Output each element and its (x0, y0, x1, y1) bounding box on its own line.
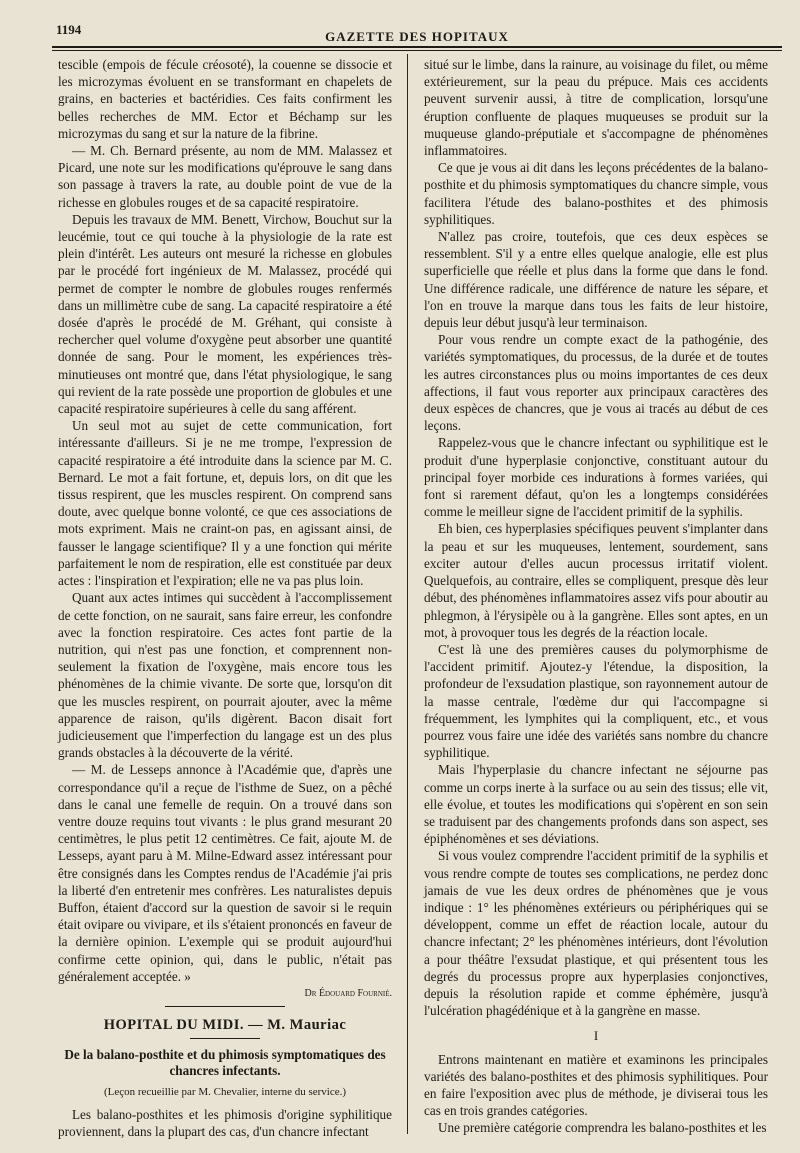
paragraph: Quant aux actes intimes qui succèdent à l'accomplissement de cette fonction, on ne saurait, sans faire erreur, les confondre avec la fonction respiratoire. Ces actes font partie de la nutrition, qui n'est pas une fonction, et comprennent non-seulement la fixation de l'oxygène, mais encore tous les phénomènes de la chimie vivante. De sorte que, lorsqu'on dit que les muscles respirent, on pourrait ajouter, avec la même apparence de raison, qu'ils digèrent. Bacon disait fort judicieusement que l'imperfection du langage est un des plus grands obstacles à la découverte de la vérité. (58, 590, 392, 761)
paragraph: Mais l'hyperplasie du chancre infectant ne séjourne pas comme un corps inerte à la surface ou au sein des tissus; elle vit, elle évolue, et toutes les modifications qui s'opèrent en son sein se traduisent par des changements profonds dans son aspect, ses épiphénomènes et ses déviations. (424, 762, 768, 847)
paragraph: Depuis les travaux de MM. Benett, Virchow, Bouchut sur la leucémie, tout ce qui touche à la physiologie de la rate est plein d'intérêt. Les auteurs ont mesuré la richesse en globules par le procédé fort ingénieux de M. Malassez, procédé qui permet de compter le nombre de globules rouges renfermés dans un millimètre cube de sang. La capacité respiratoire a été dosée d'après le procédé de M. Gréhant, qui consiste à rechercher quel volume d'oxygène peut absorber une quantité donnée de sang. Pour le moment, les expériences très-minutieuses ont montré que, dans l'état physiologique, le sang qui revient de la rate possède une proportion de globules et une capacité respiratoire supérieures à celle du sang afférent. (58, 211, 392, 417)
section-separator (165, 1006, 285, 1007)
section-number: I (593, 1028, 599, 1044)
paragraph: Pour vous rendre un compte exact de la pathogénie, des variétés symptomatiques, du processus, de la durée et de toutes les autres circonstances plus ou moins importantes de ces deux affections, il faut vous reporter aux principaux caractères des deux espèces de chancres, que je vous ai tracés au début de ces leçons. (424, 332, 768, 434)
left-column (58, 56, 392, 1140)
page-number: 1194 (56, 22, 82, 37)
header-rule-thin (52, 50, 782, 51)
header-rule (52, 46, 782, 48)
section-title: HOPITAL DU MIDI. — M. Mauriac (103, 1017, 347, 1034)
paragraph: Ce que je vous ai dit dans les leçons précédentes de la balano-posthite et du phimosis symptomatiques du chancre simple, vous facilitera l'étude des balano-posthites et des phimosis syphilitiques. (424, 160, 768, 227)
paragraph: Une première catégorie comprendra les balano-posthites et les (438, 1120, 767, 1136)
paragraph: C'est là une des premières causes du polymorphisme de l'accident primitif. Ajoutez-y l'étendue, la disposition, la profondeur de l'exsudation plastique, son rayonnement autour de la masse centrale, l'œdème dur qui l'accompagne si fréquemment, les lymphites qui la compliquent, etc., et vous pourrez vous faire une idée des variétés sans nombre du chancre syphilitique. (424, 641, 768, 761)
author-signature: Dr Édouard Fournié. (304, 987, 392, 999)
paragraph: — M. Ch. Bernard présente, au nom de MM. Malassez et Picard, une note sur les modifications qu'éprouve le sang dans son passage à travers la rate, au double point de vue de la richesse en globules rouges et de sa capacité respiratoire. (58, 143, 392, 210)
lecture-subtitle: (Leçon recueillie par M. Chevalier, interne du service.) (103, 1086, 347, 1099)
paragraph: — M. de Lesseps annonce à l'Académie que, d'après une correspondance qu'il a reçue de l'isthme de Suez, on a pêché dans le canal une femelle de requin. On a trouvé dans son ventre douze requins tout vivants : le plus grand mesurant 20 centimètres, le plus petit 12 centimètres. Ce fait, ajoute M. de Lesseps, ayant paru à M. Milne-Edward assez intéressant pour être consignés dans les Comptes rendus de l'Académie j'ai pris la liberté d'en entretenir mes confrères. Les naturalistes depuis Buffon, étaient d'accord sur la question de savoir si le requin était ovipare ou vivipare, et ils s'étaient prononcés en faveur de la dernière opinion. L'exemple qui se produit aujourd'hui confirme cette opinion, qui, dans le public, n'était pas généralement acceptée. » (58, 762, 392, 984)
lecture-title: De la balano-posthite et du phimosis symptomatiques des chancres infectants. (64, 1047, 386, 1079)
paragraph: tescible (empois de fécule créosoté), la couenne se dissocie et les microzymas évoluent en se transformant en chapelets de grains, en bacteries et bactéridies. Ces faits confirment les belles recherches de MM. Ector et Béchamp sur les microzymas du sang et sur la nature de la fibrine. (58, 57, 392, 141)
paragraph: Un seul mot au sujet de cette communication, fort intéressante d'ailleurs. Si je ne me trompe, l'expression de capacité respiratoire a été introduite dans la science par M. C. Bernard. Le mot a fait fortune, et, depuis lors, on dit que les tissus respirent, que les muscles respirent. On comprend sans doute, avec quelque bonne volonté, ce que ces associations de mots expriment. Mais ne craint-on pas, en agissant ainsi, de fausser le langage scientifique? Il y a une fonction qui mérite parfaitement le nom de respiration, elle est constituée par deux actes : l'inspiration et l'expiration; elle ne va pas plus loin. (58, 418, 392, 589)
title-separator (190, 1038, 260, 1039)
journal-title: GAZETTE DES HOPITAUX (325, 29, 509, 44)
paragraph: Entrons maintenant en matière et examinons les principales variétés des balano-posthites et des phimosis syphilitiques. Pour en faire l'exposition avec plus de méthode, je diviserai tous les cas en trois grandes catégories. (424, 1051, 768, 1119)
paragraph: Les balano-posthites et les phimosis d'origine syphilitique proviennent, dans la plupart des cas, d'un chancre infectant (58, 1106, 392, 1139)
paragraph: Rappelez-vous que le chancre infectant ou syphilitique est le produit d'une hyperplasie conjonctive, constituant autour du principal foyer morbide ces indurations à formes variées, qui font si rarement défaut, qu'on les a longtemps considérées comme le meilleur signe de l'accident primitif de la syphilis. (424, 435, 768, 520)
paragraph: Si vous voulez comprendre l'accident primitif de la syphilis et vous rendre compte de toutes ses complications, ne perdez donc jamais de vue les deux ordres de phénomènes que je vous indique : 1° les phénomènes extérieurs ou périphériques qui se développent, comme un effet de réaction locale, autour du chancre infectant; 2° les phénomènes intérieurs, dont l'évolution a pour théâtre l'exsudat plastique, et qui présentent tous les degrés du processus propre aux hyperplasies conjonctives, depuis la résolution rapide et comme éphémère, jusqu'à l'ulcération phagédénique et à la gangrène en masse. (424, 848, 768, 1019)
paragraph: N'allez pas croire, toutefois, que ces deux espèces se ressemblent. S'il y a entre elles quelque analogie, elle est plus superficielle que réelle et plus dans la forme que dans le fond. Une différence radicale, une différence de nature les sépare, et l'on en trouve la marque dans tous les faits de leur histoire, depuis leur début jusqu'à leur terminaison. (424, 229, 768, 331)
column-divider (407, 54, 408, 1134)
paragraph: Eh bien, ces hyperplasies spécifiques peuvent s'implanter dans la peau et sur les muqueuses, lentement, sourdement, sans exciter autour d'elles aucun processus irritatif violent. Quelquefois, au contraire, elles se compliquent, presque dès leur début, des phénomènes inflammatoires assez vifs pour aboutir au phlegmon, à l'érysipèle ou à la gangrène. Elles sont aptes, en un mot, à provoquer tous les degrés de la réaction locale. (424, 521, 768, 640)
paragraph: situé sur le limbe, dans la rainure, au voisinage du filet, ou même extérieurement, sur la peau du prépuce. Mais ces accidents peuvent survenir aussi, à titre de complication, lorsqu'une éruption confluente de plaques muqueuses se produit sur la muqueuse glando-préputiale et s'accompagne de phénomènes inflammatoires. (424, 57, 768, 159)
right-column (424, 56, 768, 1137)
